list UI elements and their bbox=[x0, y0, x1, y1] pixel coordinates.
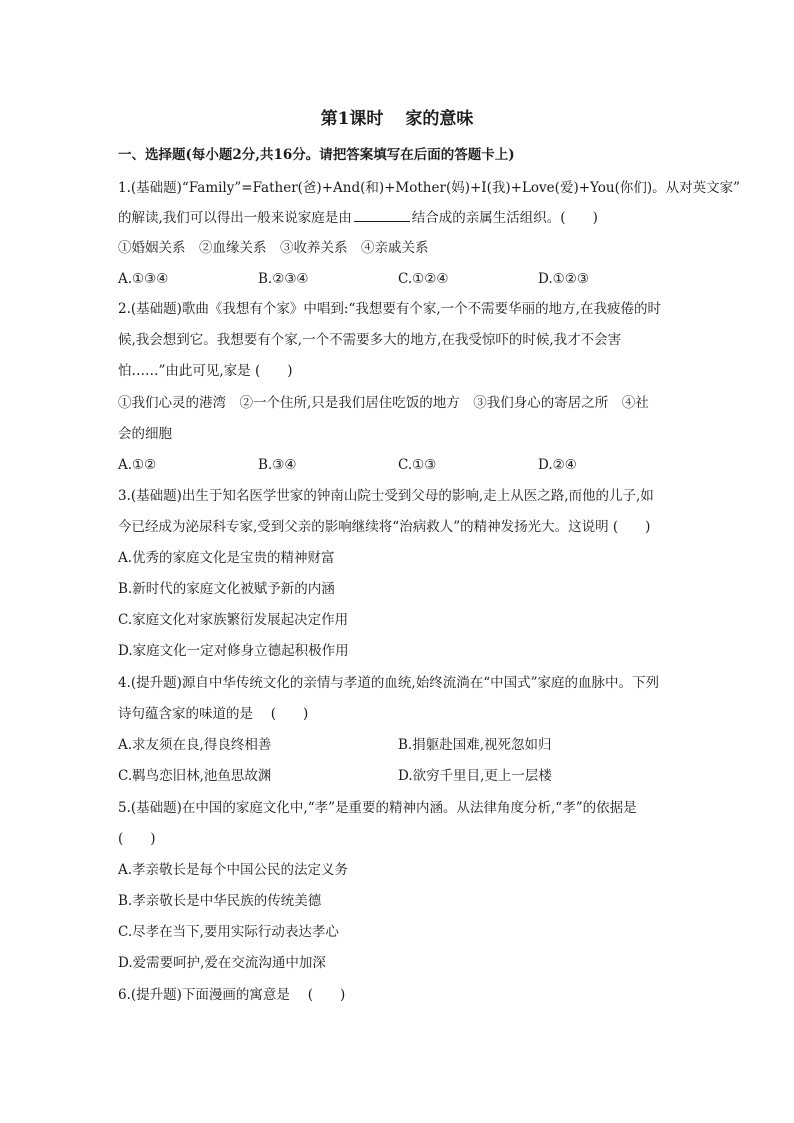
lesson-name: 家的意味 bbox=[405, 109, 474, 129]
q4-option-d: D.欲穷千里目,更上一层楼 bbox=[398, 768, 552, 784]
q3-stem-line1: 3.(基础题)出生于知名医学世家的钟南山院士受到父母的影响,走上从医之路,而他的儿子,如 bbox=[118, 488, 654, 504]
q2-items-line2: 会的细胞 bbox=[118, 426, 172, 442]
q5-option-a: A.孝亲敬长是每个中国公民的法定义务 bbox=[118, 862, 349, 878]
q4-option-a: A.求友须在良,得良终相善 bbox=[118, 737, 272, 753]
q1-items: ①婚姻关系 ②血缘关系 ③收养关系 ④亲戚关系 bbox=[118, 240, 429, 256]
q1-stem-line1: 1.(基础题)“Family”=Father(爸)+And(和)+Mother(妈)+I(我)+Love(爱)+You(你们)。从对英文家” bbox=[118, 180, 741, 196]
q2-option-c: C.①③ bbox=[398, 457, 437, 473]
page-title bbox=[0, 104, 794, 129]
q2-option-a: A.①② bbox=[118, 457, 157, 473]
q1-stem-pre: 的解读,我们可以得出一般来说家庭是由 bbox=[118, 210, 352, 226]
q1-stem-post: 结合成的亲属生活组织。( ) bbox=[411, 210, 598, 226]
q3-option-a: A.优秀的家庭文化是宝贵的精神财富 bbox=[118, 550, 335, 566]
q3-stem-line2: 今已经成为泌尿科专家,受到父亲的影响继续将“治病救人”的精神发扬光大。这说明 ( ) bbox=[118, 519, 651, 535]
q5-option-c: C.尽孝在当下,要用实际行动表达孝心 bbox=[118, 924, 339, 940]
q3-option-d: D.家庭文化一定对修身立德起积极作用 bbox=[118, 643, 349, 659]
q5-stem-line2: ( ) bbox=[118, 831, 156, 847]
q1-blank bbox=[354, 209, 410, 222]
q2-stem-line3: 怕……”由此可见,家是 ( ) bbox=[118, 363, 293, 379]
q5-stem-line1: 5.(基础题)在中国的家庭文化中,“孝”是重要的精神内涵。从法律角度分析,“孝”的依据是 bbox=[118, 800, 637, 816]
q2-option-b: B.③④ bbox=[258, 457, 297, 473]
q5-option-d: D.爱需要呵护,爱在交流沟通中加深 bbox=[118, 955, 326, 971]
q1-option-d: D.①②③ bbox=[538, 271, 589, 287]
q2-stem-line2: 候,我会想到它。我想要有个家,一个不需要多大的地方,在我受惊吓的时候,我才不会害 bbox=[118, 332, 622, 348]
q4-stem-line2: 诗句蕴含家的味道的是 ( ) bbox=[118, 706, 309, 722]
q1-option-a: A.①③④ bbox=[118, 271, 169, 287]
q1-option-b: B.②③④ bbox=[258, 271, 309, 287]
section-heading: 一、选择题(每小题2分,共16分。请把答案填写在后面的答题卡上) bbox=[118, 147, 515, 163]
q4-option-b: B.捐躯赴国难,视死忽如归 bbox=[398, 737, 552, 753]
q2-option-d: D.②④ bbox=[538, 457, 577, 473]
q1-stem-line2 bbox=[118, 209, 598, 227]
q1-option-c: C.①②④ bbox=[398, 271, 449, 287]
q3-option-c: C.家庭文化对家族繁衍发展起决定作用 bbox=[118, 612, 349, 628]
q6-stem-line1: 6.(提升题)下面漫画的寓意是 ( ) bbox=[118, 987, 346, 1003]
q2-stem-line1: 2.(基础题)歌曲《我想有个家》中唱到:“我想要有个家,一个不需要华丽的地方,在我疲倦的时 bbox=[118, 301, 661, 317]
q3-option-b: B.新时代的家庭文化被赋予新的内涵 bbox=[118, 581, 335, 597]
q4-option-c: C.羁鸟恋旧林,池鱼思故渊 bbox=[118, 768, 272, 784]
q4-stem-line1: 4.(提升题)源自中华传统文化的亲情与孝道的血统,始终流淌在“中国式”家庭的血脉中。下列 bbox=[118, 675, 660, 691]
lesson-number: 第1课时 bbox=[320, 109, 384, 129]
q2-items-line1: ①我们心灵的港湾 ②一个住所,只是我们居住吃饭的地方 ③我们身心的寄居之所 ④社 bbox=[118, 395, 649, 411]
q5-option-b: B.孝亲敬长是中华民族的传统美德 bbox=[118, 893, 322, 909]
